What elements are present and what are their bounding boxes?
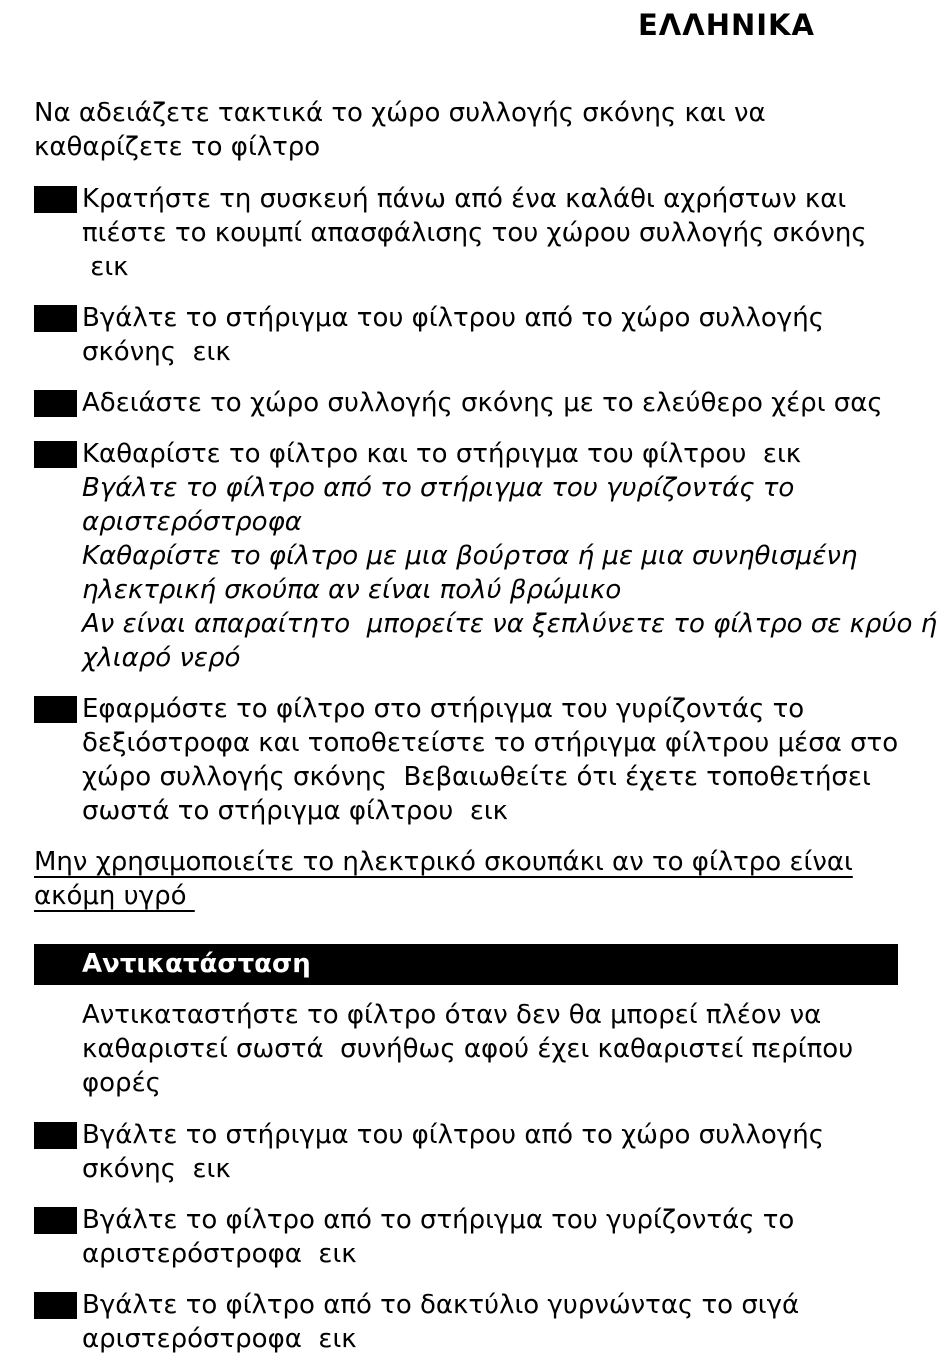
step-bullet	[34, 390, 77, 417]
step-line: εικ	[82, 252, 129, 282]
language-header: ΕΛΛΗΝΙΚΑ	[638, 8, 815, 42]
step-line: δεξιόστροφα και τοποθετείστε το στήριγμα φίλτρου μέσα στο	[82, 728, 899, 758]
step-bullet	[34, 186, 77, 213]
step-line: Εφαρμόστε το φίλτρο στο στήριγμα του γυρίζοντάς το	[82, 694, 805, 724]
step-line: σωστά το στήριγμα φίλτρου εικ	[82, 796, 509, 826]
step-line: αριστερόστροφα εικ	[82, 1239, 357, 1269]
step-line: σκόνης εικ	[82, 1154, 231, 1184]
note-line: καθαριστεί σωστά συνήθως αφού έχει καθαριστεί περίπου	[82, 1034, 854, 1064]
section-title: Αντικατάσταση	[82, 949, 311, 979]
step-bullet	[34, 1122, 77, 1149]
step-bullet	[34, 1292, 77, 1319]
replacement-step-2	[34, 1203, 914, 1271]
step-line: αριστερόστροφα εικ	[82, 1324, 357, 1354]
step-line: Βγάλτε το φίλτρο από το δακτύλιο γυρνώντας το σιγά	[82, 1290, 800, 1320]
intro-line: Να αδειάζετε τακτικά το χώρο συλλογής σκόνης και να	[34, 98, 766, 128]
step-line: Κρατήστε τη συσκευή πάνω από ένα καλάθι αχρήστων και	[82, 184, 847, 214]
replacement-step-3	[34, 1288, 914, 1356]
intro-line: καθαρίζετε το φίλτρο	[34, 132, 321, 162]
note-line: φορές	[82, 1068, 161, 1098]
note-line: Αντικαταστήστε το φίλτρο όταν δεν θα μπορεί πλέον να	[82, 1000, 822, 1030]
step-subline: χλιαρό νερό	[82, 643, 241, 673]
step-subline: αριστερόστροφα	[82, 507, 302, 537]
step-subline: Καθαρίστε το φίλτρο με μια βούρτσα ή με μια συνηθισμένη	[82, 541, 858, 571]
wet-filter-warning	[34, 845, 854, 913]
step-subline: ηλεκτρική σκούπα αν είναι πολύ βρώμικο	[82, 575, 622, 605]
step-line: σκόνης εικ	[82, 337, 231, 367]
replacement-step-1	[34, 1118, 914, 1186]
step-line: Αδειάστε το χώρο συλλογής σκόνης με το ελεύθερο χέρι σας	[82, 388, 883, 418]
warning-line: Μην χρησιμοποιείτε το ηλεκτρικό σκουπάκι αν το φίλτρο είναι	[34, 847, 853, 877]
step-line: Βγάλτε το φίλτρο από το στήριγμα του γυρίζοντάς το	[82, 1205, 795, 1235]
cleaning-step-3	[34, 386, 914, 420]
step-subline: Αν είναι απαραίτητο μπορείτε να ξεπλύνετε το φίλτρο σε κρύο ή	[82, 609, 938, 639]
step-line: χώρο συλλογής σκόνης Βεβαιωθείτε ότι έχετε τοποθετήσει	[82, 762, 871, 792]
step-line: Βγάλτε το στήριγμα του φίλτρου από το χώρο συλλογής	[82, 1120, 824, 1150]
step-line: Βγάλτε το στήριγμα του φίλτρου από το χώρο συλλογής	[82, 303, 824, 333]
step-line: πιέστε το κουμπί απασφάλισης του χώρου συλλογής σκόνης	[82, 218, 867, 248]
warning-line: ακόμη υγρό	[34, 881, 195, 911]
step-bullet	[34, 305, 77, 332]
step-subline: Βγάλτε το φίλτρο από το στήριγμα του γυρίζοντάς το	[82, 473, 795, 503]
cleaning-step-4	[34, 437, 938, 675]
cleaning-step-5	[34, 692, 914, 828]
step-bullet	[34, 441, 77, 468]
step-line: Καθαρίστε το φίλτρο και το στήριγμα του φίλτρου εικ	[82, 439, 802, 469]
cleaning-step-1	[34, 182, 914, 284]
replacement-section-header	[34, 944, 898, 985]
step-bullet	[34, 696, 77, 723]
replacement-note	[82, 998, 902, 1100]
step-bullet	[34, 1207, 77, 1234]
cleaning-step-2	[34, 301, 914, 369]
cleaning-intro	[34, 96, 914, 164]
